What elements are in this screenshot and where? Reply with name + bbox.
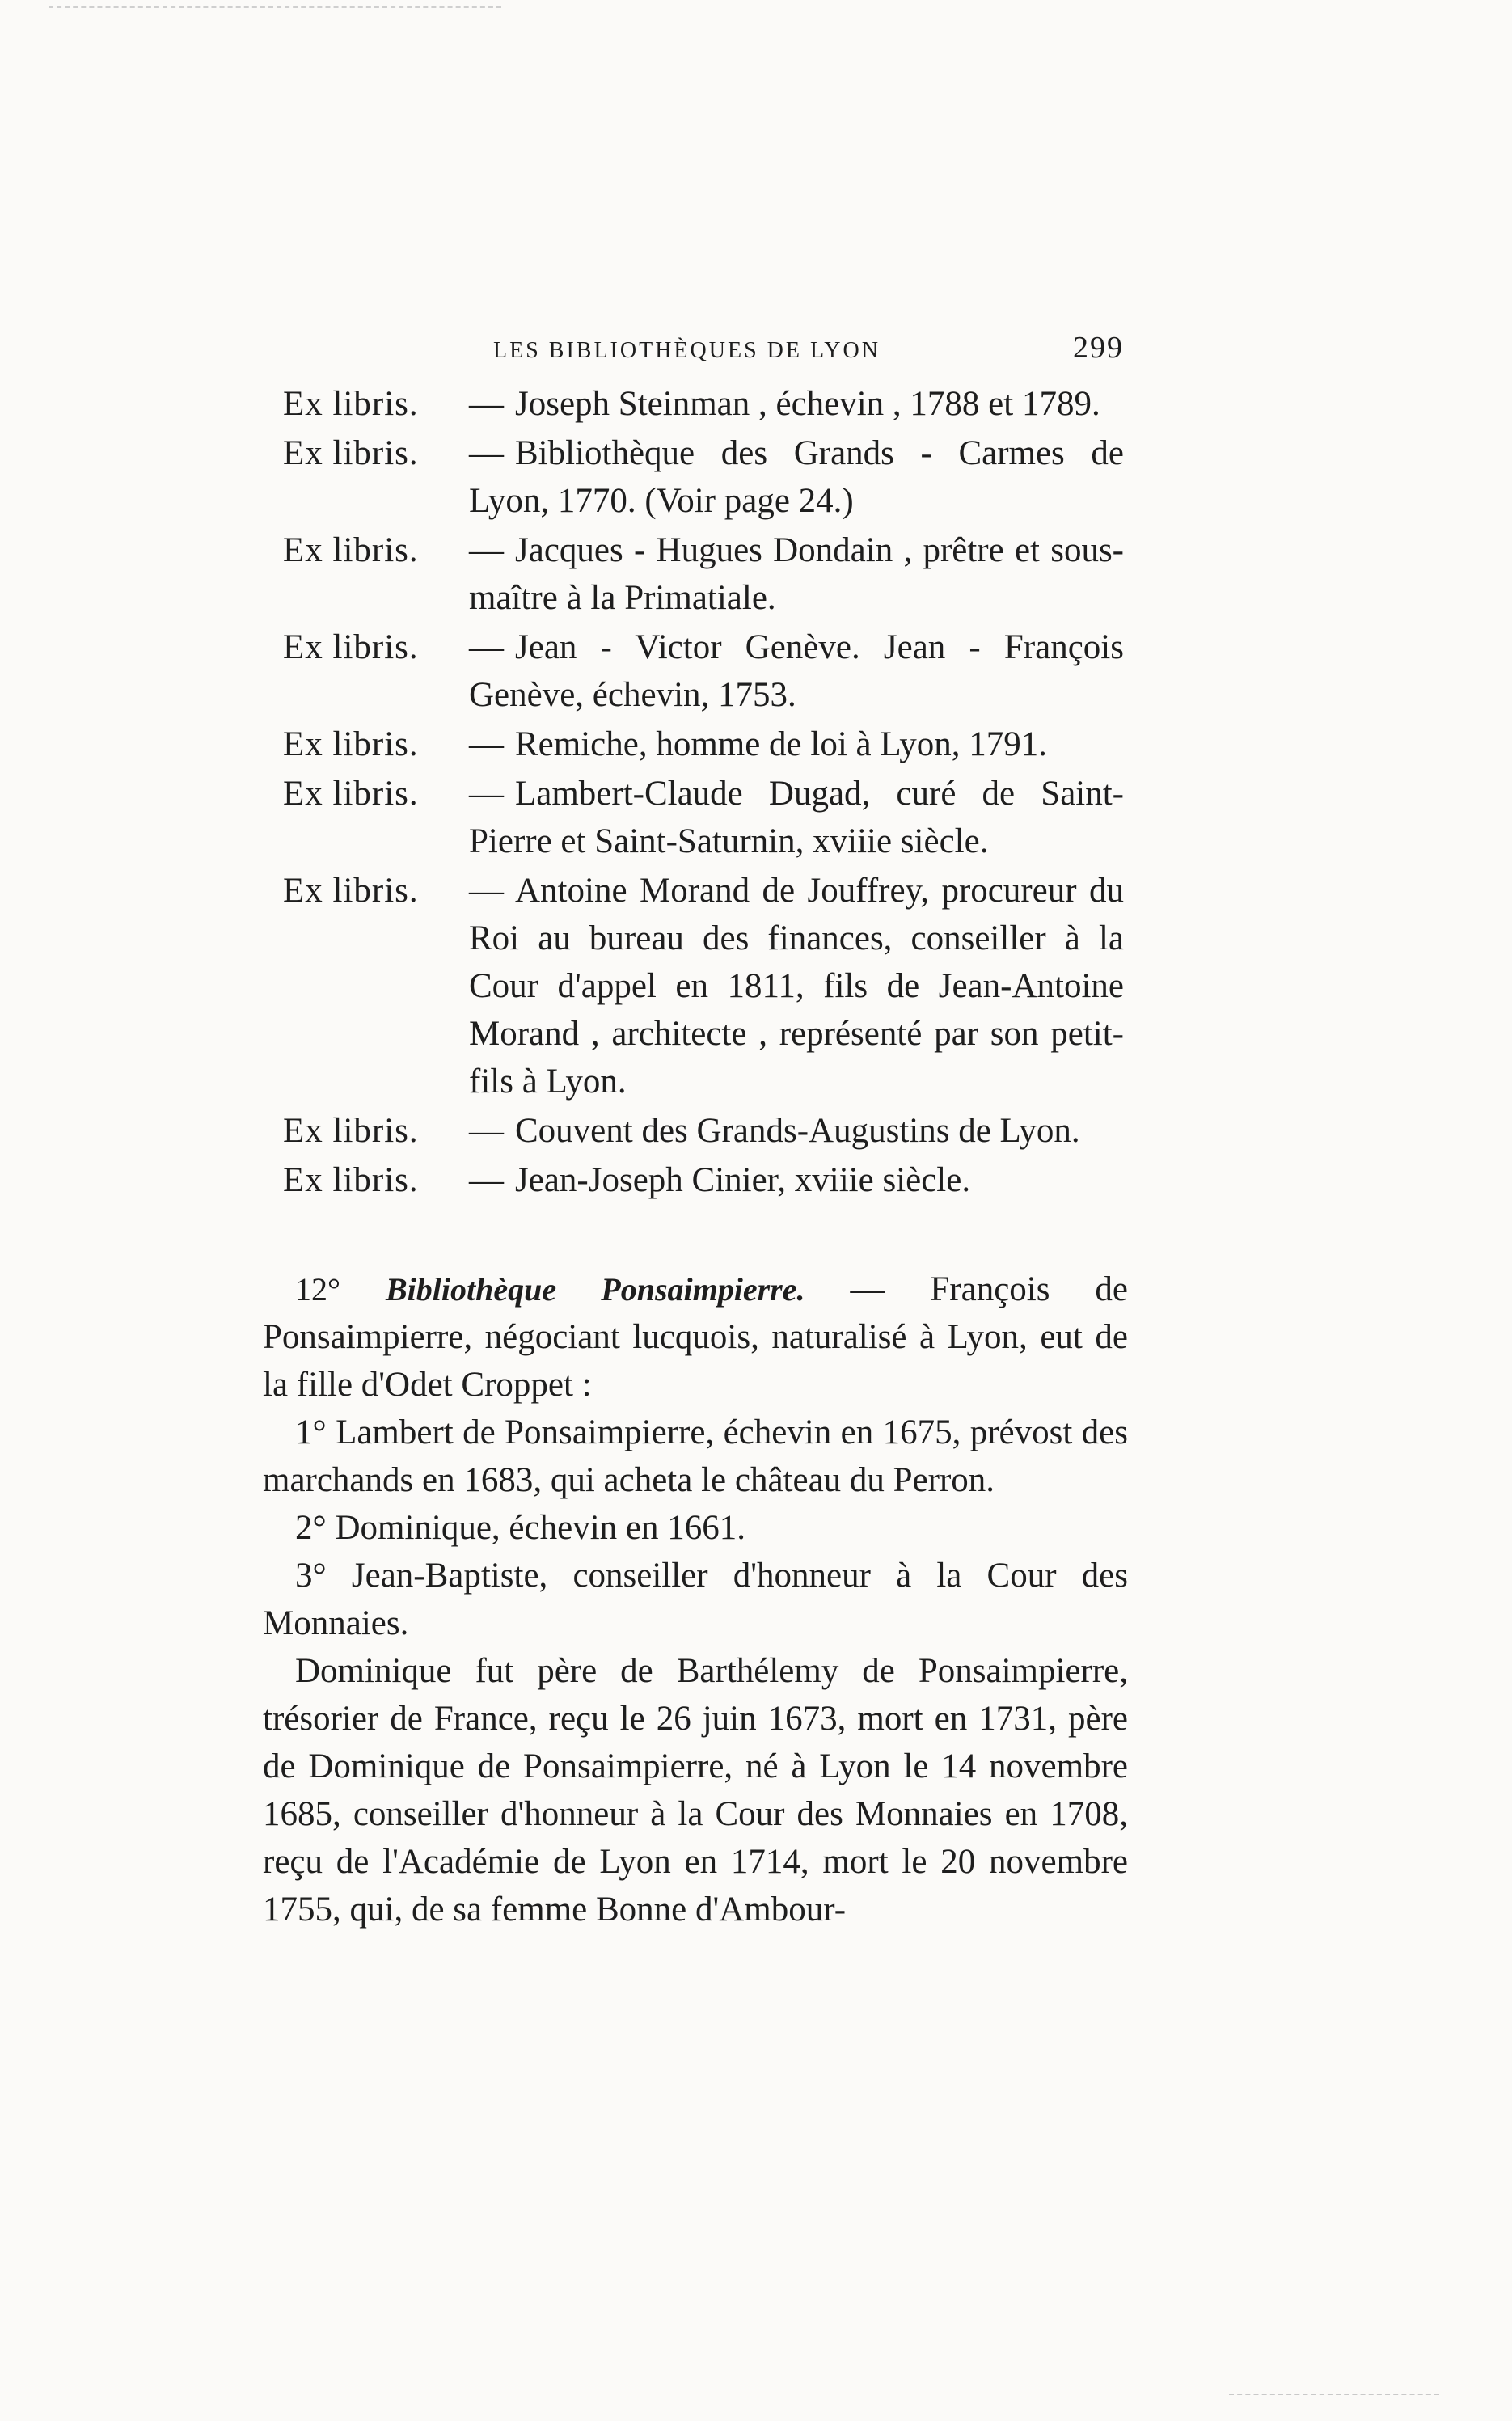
exlibris-text: Couvent des Grands-Augustins de Lyon. <box>515 1112 1080 1150</box>
list-item-number: 3° <box>295 1557 327 1595</box>
exlibris-label: Ex libris. <box>283 628 419 666</box>
section-number: 12° <box>295 1271 340 1308</box>
exlibris-text: Remiche, homme de loi à Lyon, 1791. <box>515 725 1048 763</box>
exlibris-text: Jacques - Hugues Dondain , prêtre et sous-maître à la Primatiale. <box>469 531 1124 617</box>
list-item-number: 1° <box>295 1413 327 1451</box>
exlibris-entry: Ex libris. — Jacques - Hugues Dondain , prêtre et sous-maître à la Primatiale. <box>283 526 1124 622</box>
scan-artifact <box>49 6 501 11</box>
exlibris-text: Bibliothèque des Grands - Carmes de Lyon, 1770. (Voir page 24.) <box>469 434 1124 520</box>
exlibris-entry: Ex libris. — Jean-Joseph Cinier, xviiie siècle. <box>283 1156 1124 1204</box>
list-item <box>263 1504 1128 1552</box>
exlibris-entry: Ex libris. — Antoine Morand de Jouffrey, procureur du Roi au bureau des finances, conseiller à la Cour d'appel en 1811, fils de Jean-Antoine Morand , architecte , représenté par son petit-fils à Lyon. <box>283 867 1124 1105</box>
exlibris-text: Joseph Steinman , échevin , 1788 et 1789. <box>515 385 1100 423</box>
exlibris-entry: Ex libris. — Joseph Steinman , échevin , 1788 et 1789. <box>283 380 1124 428</box>
exlibris-label: Ex libris. <box>283 434 419 472</box>
list-item <box>263 1552 1128 1647</box>
list-item-text: Dominique, échevin en 1661. <box>335 1509 745 1547</box>
closing-paragraph: Dominique fut père de Barthélemy de Ponsaimpierre, trésorier de France, reçu le 26 juin 1673, mort en 1731, père de Dominique de Ponsaimpierre, né à Lyon le 14 novembre 1685, conseiller d'honneur à la Cour des Monnaies en 1708, reçu de l'Académie de Lyon en 1714, mort le 20 novembre 1755, qui, de sa femme Bonne d'Ambour- <box>263 1652 1128 1929</box>
exlibris-entry: Ex libris. — Jean - Victor Genève. Jean - François Genève, échevin, 1753. <box>283 623 1124 719</box>
exlibris-entry: Ex libris. — Bibliothèque des Grands - Carmes de Lyon, 1770. (Voir page 24.) <box>283 429 1124 525</box>
exlibris-entry: Ex libris. — Remiche, homme de loi à Lyon, 1791. <box>283 720 1124 768</box>
section-intro-paragraph: 12° Bibliothèque Ponsaimpierre. — François de Ponsaimpierre, négociant lucquois, naturalisé à Lyon, eut de la fille d'Odet Croppet : <box>263 1270 1129 1404</box>
exlibris-text: Lambert-Claude Dugad, curé de Saint-Pierre et Saint-Saturnin, xviiie siècle. <box>469 775 1124 860</box>
exlibris-label: Ex libris. <box>283 872 419 910</box>
exlibris-entry: Ex libris. — Lambert-Claude Dugad, curé de Saint-Pierre et Saint-Saturnin, xviiie siècle. <box>283 770 1124 865</box>
exlibris-text: Jean - Victor Genève. Jean - François Genève, échevin, 1753. <box>469 628 1124 714</box>
exlibris-label: Ex libris. <box>283 775 419 813</box>
list-item-text: Jean-Baptiste, conseiller d'honneur à la Cour des Monnaies. <box>263 1557 1129 1642</box>
exlibris-entry: Ex libris. — Couvent des Grands-Augustins de Lyon. <box>283 1107 1124 1155</box>
section-intro: François de Ponsaimpierre, négociant lucquois, naturalisé à Lyon, eut de la fille d'Odet Croppet : <box>263 1270 1129 1404</box>
section-title: Bibliothèque Ponsaimpierre. <box>385 1271 805 1308</box>
scan-artifact <box>1229 2394 1439 2398</box>
running-title: LES BIBLIOTHÈQUES DE LYON <box>493 338 881 363</box>
list-item <box>263 1409 1128 1504</box>
list-item-text: Lambert de Ponsaimpierre, échevin en 1675, prévost des marchands en 1683, qui acheta le château du Perron. <box>263 1413 1129 1499</box>
list-item-number: 2° <box>295 1509 327 1547</box>
exlibris-list <box>283 380 1124 1204</box>
exlibris-text: Jean-Joseph Cinier, xviiie siècle. <box>515 1161 971 1199</box>
exlibris-label: Ex libris. <box>283 385 419 423</box>
exlibris-label: Ex libris. <box>283 725 419 763</box>
exlibris-text: Antoine Morand de Jouffrey, procureur du Roi au bureau des finances, conseiller à la Cour d'appel en 1811, fils de Jean-Antoine Morand , architecte , représenté par son petit-fils à Lyon. <box>469 872 1124 1101</box>
exlibris-label: Ex libris. <box>283 1161 419 1199</box>
exlibris-label: Ex libris. <box>283 1112 419 1150</box>
exlibris-label: Ex libris. <box>283 531 419 569</box>
section-ponsaimpierre <box>263 1265 1128 1933</box>
page-number: 299 <box>1073 331 1124 365</box>
